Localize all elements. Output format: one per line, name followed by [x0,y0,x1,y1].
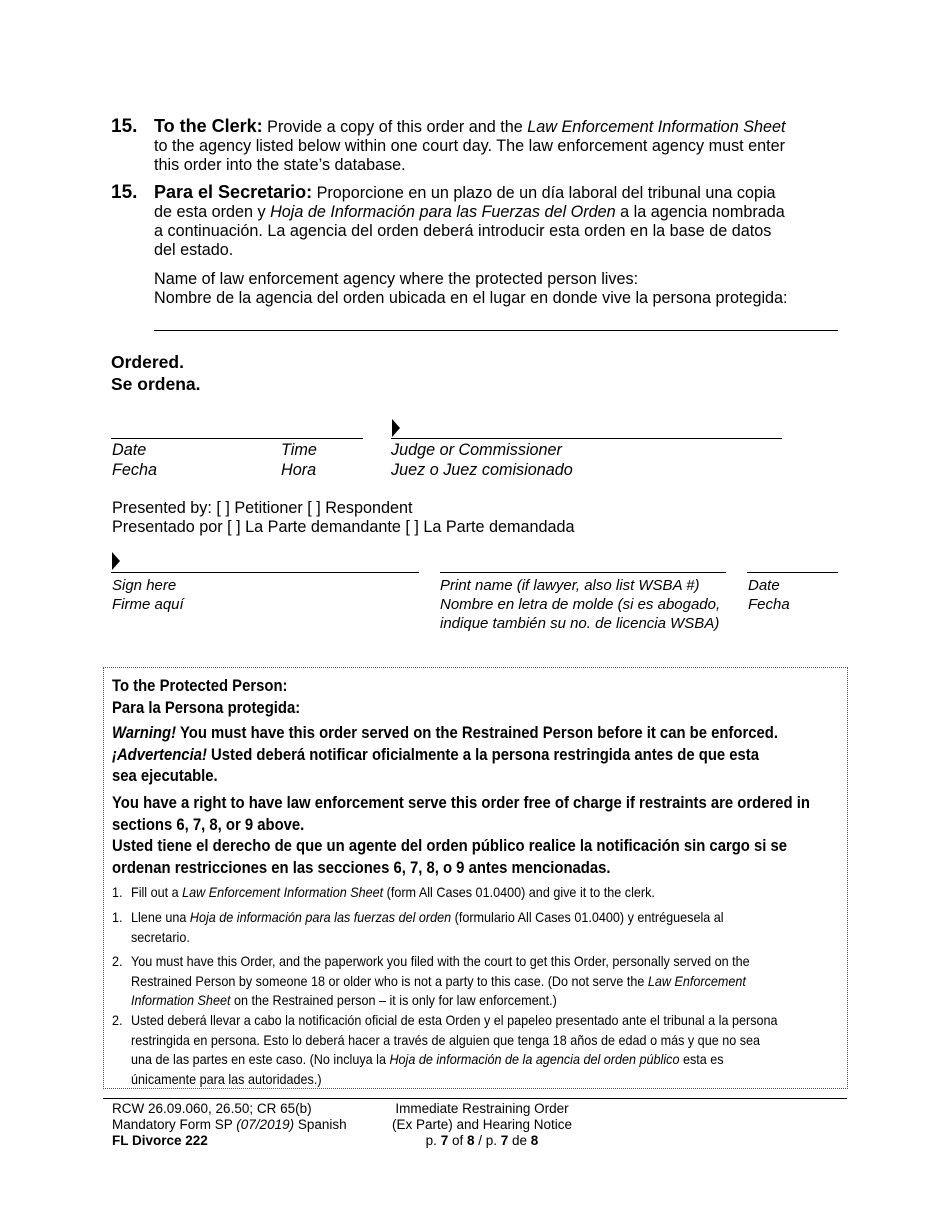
time-label: Time Hora [281,441,317,479]
date-label: Date Fecha [112,441,157,479]
clerk-heading-en: To the Clerk: [154,116,263,136]
clerk-instructions-en [154,117,844,175]
footer-divider [103,1098,847,1099]
clerk-text: Provide a copy of this order and the [262,118,528,136]
footer-title: Immediate Restraining Order [395,1101,569,1116]
doc-title: Hoja de Información para las Fuerzas del Orden [270,203,616,221]
item-number: 15. [111,116,138,137]
sign-arrow-icon [392,419,400,437]
step-number: 2. [112,953,123,969]
step-1-es: Llene una Hoja de información para las fuerzas del orden (formulario All Cases 01.0400) y entréguesela al secretario. [131,909,724,945]
agency-name-line[interactable] [154,330,838,331]
clerk-heading-es: Para el Secretario: [154,182,313,202]
clerk-text: a continuación. La agencia del orden deberá introducir esta orden en la base de datos [154,222,772,240]
warning-block [112,723,850,788]
warning-text: sea ejecutable. [112,767,218,785]
right-text: sections 6, 7, 8, or 9 above. [112,815,305,834]
warning-label: Warning! [112,724,177,742]
sign-arrow-icon [112,552,120,570]
doc-title: Law Enforcement Information Sheet [527,118,786,136]
notice-title-es: Para la Persona protegida: [112,699,301,717]
sign-date-label: Date Fecha [748,577,790,613]
print-name-line[interactable] [440,572,726,573]
step-number: 1. [112,884,123,900]
clerk-text: de esta orden y [154,203,271,221]
step-number: 1. [112,909,123,925]
signature-line[interactable] [111,572,419,573]
clerk-text: del estado. [154,241,234,259]
presented-by [112,499,575,537]
clerk-text: this order into the state’s database. [154,156,406,174]
sign-date-line[interactable] [747,572,838,573]
agency-label-en: Name of law enforcement agency where the protected person lives: [154,270,639,288]
footer-form-id: FL Divorce 222 [112,1133,208,1148]
clerk-instructions-es [154,183,844,260]
ordered-en: Ordered. [111,352,184,372]
page-number: p. 7 of 8 / p. 7 de 8 [425,1133,539,1148]
judge-signature-line[interactable] [391,438,782,439]
sign-here-label: Sign here Firme aquí [112,577,184,613]
warning-text: You must have this order served on the Restrained Person before it can be enforced. [176,724,778,742]
right-to-service [112,793,850,879]
step-number: 2. [112,1012,123,1028]
ordered-heading [111,351,200,395]
presented-by-en: Presented by: [ ] Petitioner [ ] Respondent [112,499,413,517]
right-text: You have a right to have law enforcement serve this order free of charge if restraints are ordered in [112,794,810,812]
warning-text: Usted deberá notificar oficialmente a la persona restringida antes de que esta [206,745,760,764]
print-name-label: Print name (if lawyer, also list WSBA #) Nombre en letra de molde (si es abogado, indique también su no. de licencia WSBA) [440,577,721,632]
judge-label: Judge or Commissioner Juez o Juez comisionado [391,441,573,479]
clerk-text: Proporcione en un plazo de un día laboral del tribunal una copia [312,184,776,202]
agency-label [154,270,844,308]
date-time-line[interactable] [111,438,363,439]
right-text: ordenan restricciones en las secciones 6, 7, 8, o 9 antes mencionadas. [112,858,611,877]
step-1-en: Fill out a Law Enforcement Information Sheet (form All Cases 01.0400) and give it to the clerk. [131,884,655,900]
clerk-text: a la agencia nombrada [615,203,785,221]
footer-center [372,1101,592,1149]
warning-label: ¡Advertencia! [112,745,207,764]
footer-left: RCW 26.09.060, 26.50; CR 65(b) Mandatory Form SP (07/2019) Spanish FL Divorce 222 [112,1101,347,1148]
item-number: 15. [111,182,138,203]
presented-by-es: Presentado por [ ] La Parte demandante [ ] La Parte demandada [112,518,575,536]
agency-label-es: Nombre de la agencia del orden ubicada en el lugar en donde vive la persona protegida: [154,289,788,307]
notice-title [112,675,850,719]
step-2-en: You must have this Order, and the paperwork you filed with the court to get this Order, personally served on the Restrained Person by someone 18 or older who is not a party to this case. (Do not serve the Law Enforcement Information Sheet on the Restrained person – it is only for law enforcement.) [131,953,750,1008]
right-text: Usted tiene el derecho de que un agente del orden público realice la notificación sin cargo si se [112,837,788,855]
notice-title-en: To the Protected Person: [112,677,288,695]
step-2-es: Usted deberá llevar a cabo la notificación oficial de esta Orden y el papeleo presentado ante el tribunal a la persona restringida en persona. Esto lo deberá hacer a través de alguien que tenga 18 años de edad o más y que no sea una de las partes en este caso. (No incluya la Hoja de información de la agencia del orden público esta es únicamente para las autoridades.) [131,1012,778,1087]
footer-title: (Ex Parte) and Hearing Notice [391,1117,573,1132]
clerk-text: to the agency listed below within one court day. The law enforcement agency must enter [154,137,786,155]
ordered-es: Se ordena. [111,374,201,394]
footer-rcw: RCW 26.09.060, 26.50; CR 65(b) [112,1101,312,1116]
